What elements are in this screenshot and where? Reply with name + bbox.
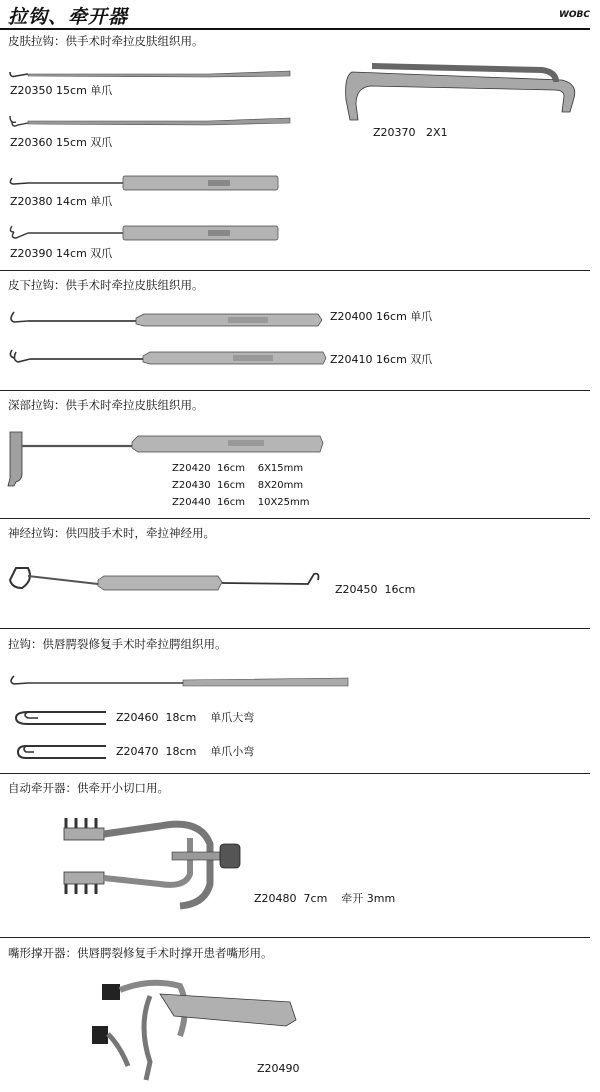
item-length: 16cm: [217, 497, 245, 508]
item-code: Z20460: [116, 711, 159, 724]
item-z20400: [330, 308, 432, 324]
subcutaneous-double-hook-image: [8, 344, 328, 372]
item-code: Z20410: [330, 353, 373, 366]
item-code: Z20470: [116, 745, 159, 758]
item-spec: 16cm: [384, 583, 416, 596]
item-z20350: [10, 82, 112, 98]
item-z20410: [330, 351, 432, 367]
double-hook-handle-image: [8, 220, 288, 246]
item-desc: 牵开 3mm: [341, 892, 396, 905]
item-length: 18cm: [165, 745, 197, 758]
item-code: Z20380: [10, 195, 53, 208]
item-spec: 14cm 双爪: [56, 247, 113, 260]
subcutaneous-single-hook-image: [8, 306, 328, 334]
divider: [0, 937, 590, 938]
page-title: 拉钩、牵开器: [8, 6, 129, 28]
item-z20430: [172, 480, 303, 491]
item-desc: 单爪小弯: [210, 745, 255, 758]
large-curve-hook-image: [14, 704, 109, 726]
item-desc: 单爪大弯: [210, 711, 255, 724]
item-spec: 15cm 单爪: [56, 84, 113, 97]
item-z20490: [257, 1062, 300, 1075]
item-z20460: [116, 709, 254, 725]
divider: [0, 628, 590, 629]
item-code: Z20400: [330, 310, 373, 323]
item-size: 10X25mm: [257, 497, 310, 508]
section-heading-mouth-gag: 嘴形撑开器：供唇腭裂修复手术时撑开患者嘴形用。: [8, 946, 273, 960]
item-code: Z20360: [10, 136, 53, 149]
flat-retractor-image: [342, 60, 582, 125]
section-heading-self-retaining-retractor: 自动牵开器：供牵开小切口用。: [8, 781, 169, 795]
item-code: Z20480: [254, 892, 297, 905]
divider: [0, 773, 590, 774]
item-spec: 15cm 双爪: [56, 136, 113, 149]
item-z20420: [172, 463, 303, 474]
brand-logo: WOBC: [558, 10, 590, 20]
item-code: Z20390: [10, 247, 53, 260]
item-size: 8X20mm: [257, 480, 304, 491]
divider: [0, 518, 590, 519]
item-z20440: [172, 497, 310, 508]
item-size: 6X15mm: [257, 463, 304, 474]
item-code: Z20450: [335, 583, 378, 596]
item-z20370: [373, 126, 448, 139]
nerve-hook-image: [8, 562, 328, 602]
section-heading-skin-hooks: 皮肤拉钩：供手术时牵拉皮肤组织用。: [8, 34, 204, 48]
item-code: Z20370: [373, 126, 416, 139]
item-spec: 16cm 单爪: [376, 310, 433, 323]
item-spec: 2X1: [426, 126, 448, 139]
item-z20360: [10, 134, 112, 150]
item-z20390: [10, 245, 112, 261]
item-length: 7cm: [303, 892, 328, 905]
section-heading-subcutaneous-hooks: 皮下拉钩：供手术时牵拉皮肤组织用。: [8, 278, 204, 292]
item-code: Z20420: [172, 463, 211, 474]
item-length: 18cm: [165, 711, 197, 724]
section-heading-nerve-hooks: 神经拉钩：供四肢手术时，牵拉神经用。: [8, 526, 215, 540]
section-heading-palate-hooks: 拉钩：供唇腭裂修复手术时牵拉腭组织用。: [8, 637, 227, 651]
item-length: 16cm: [217, 480, 245, 491]
item-code: Z20350: [10, 84, 53, 97]
item-spec: 14cm 单爪: [56, 195, 113, 208]
item-z20470: [116, 743, 254, 759]
item-code: Z20490: [257, 1062, 300, 1075]
item-z20480: [254, 890, 395, 906]
item-z20380: [10, 193, 112, 209]
section-heading-deep-hooks: 深部拉钩：供手术时牵拉皮肤组织用。: [8, 398, 204, 412]
divider: [0, 270, 590, 271]
small-curve-hook-image: [14, 738, 109, 760]
item-spec: 16cm 双爪: [376, 353, 433, 366]
divider: [0, 28, 590, 30]
item-length: 16cm: [217, 463, 245, 474]
palate-hook-image: [8, 672, 353, 692]
divider: [0, 390, 590, 391]
item-z20450: [335, 583, 415, 596]
item-code: Z20430: [172, 480, 211, 491]
item-code: Z20440: [172, 497, 211, 508]
self-retaining-retractor-image: [60, 814, 255, 914]
